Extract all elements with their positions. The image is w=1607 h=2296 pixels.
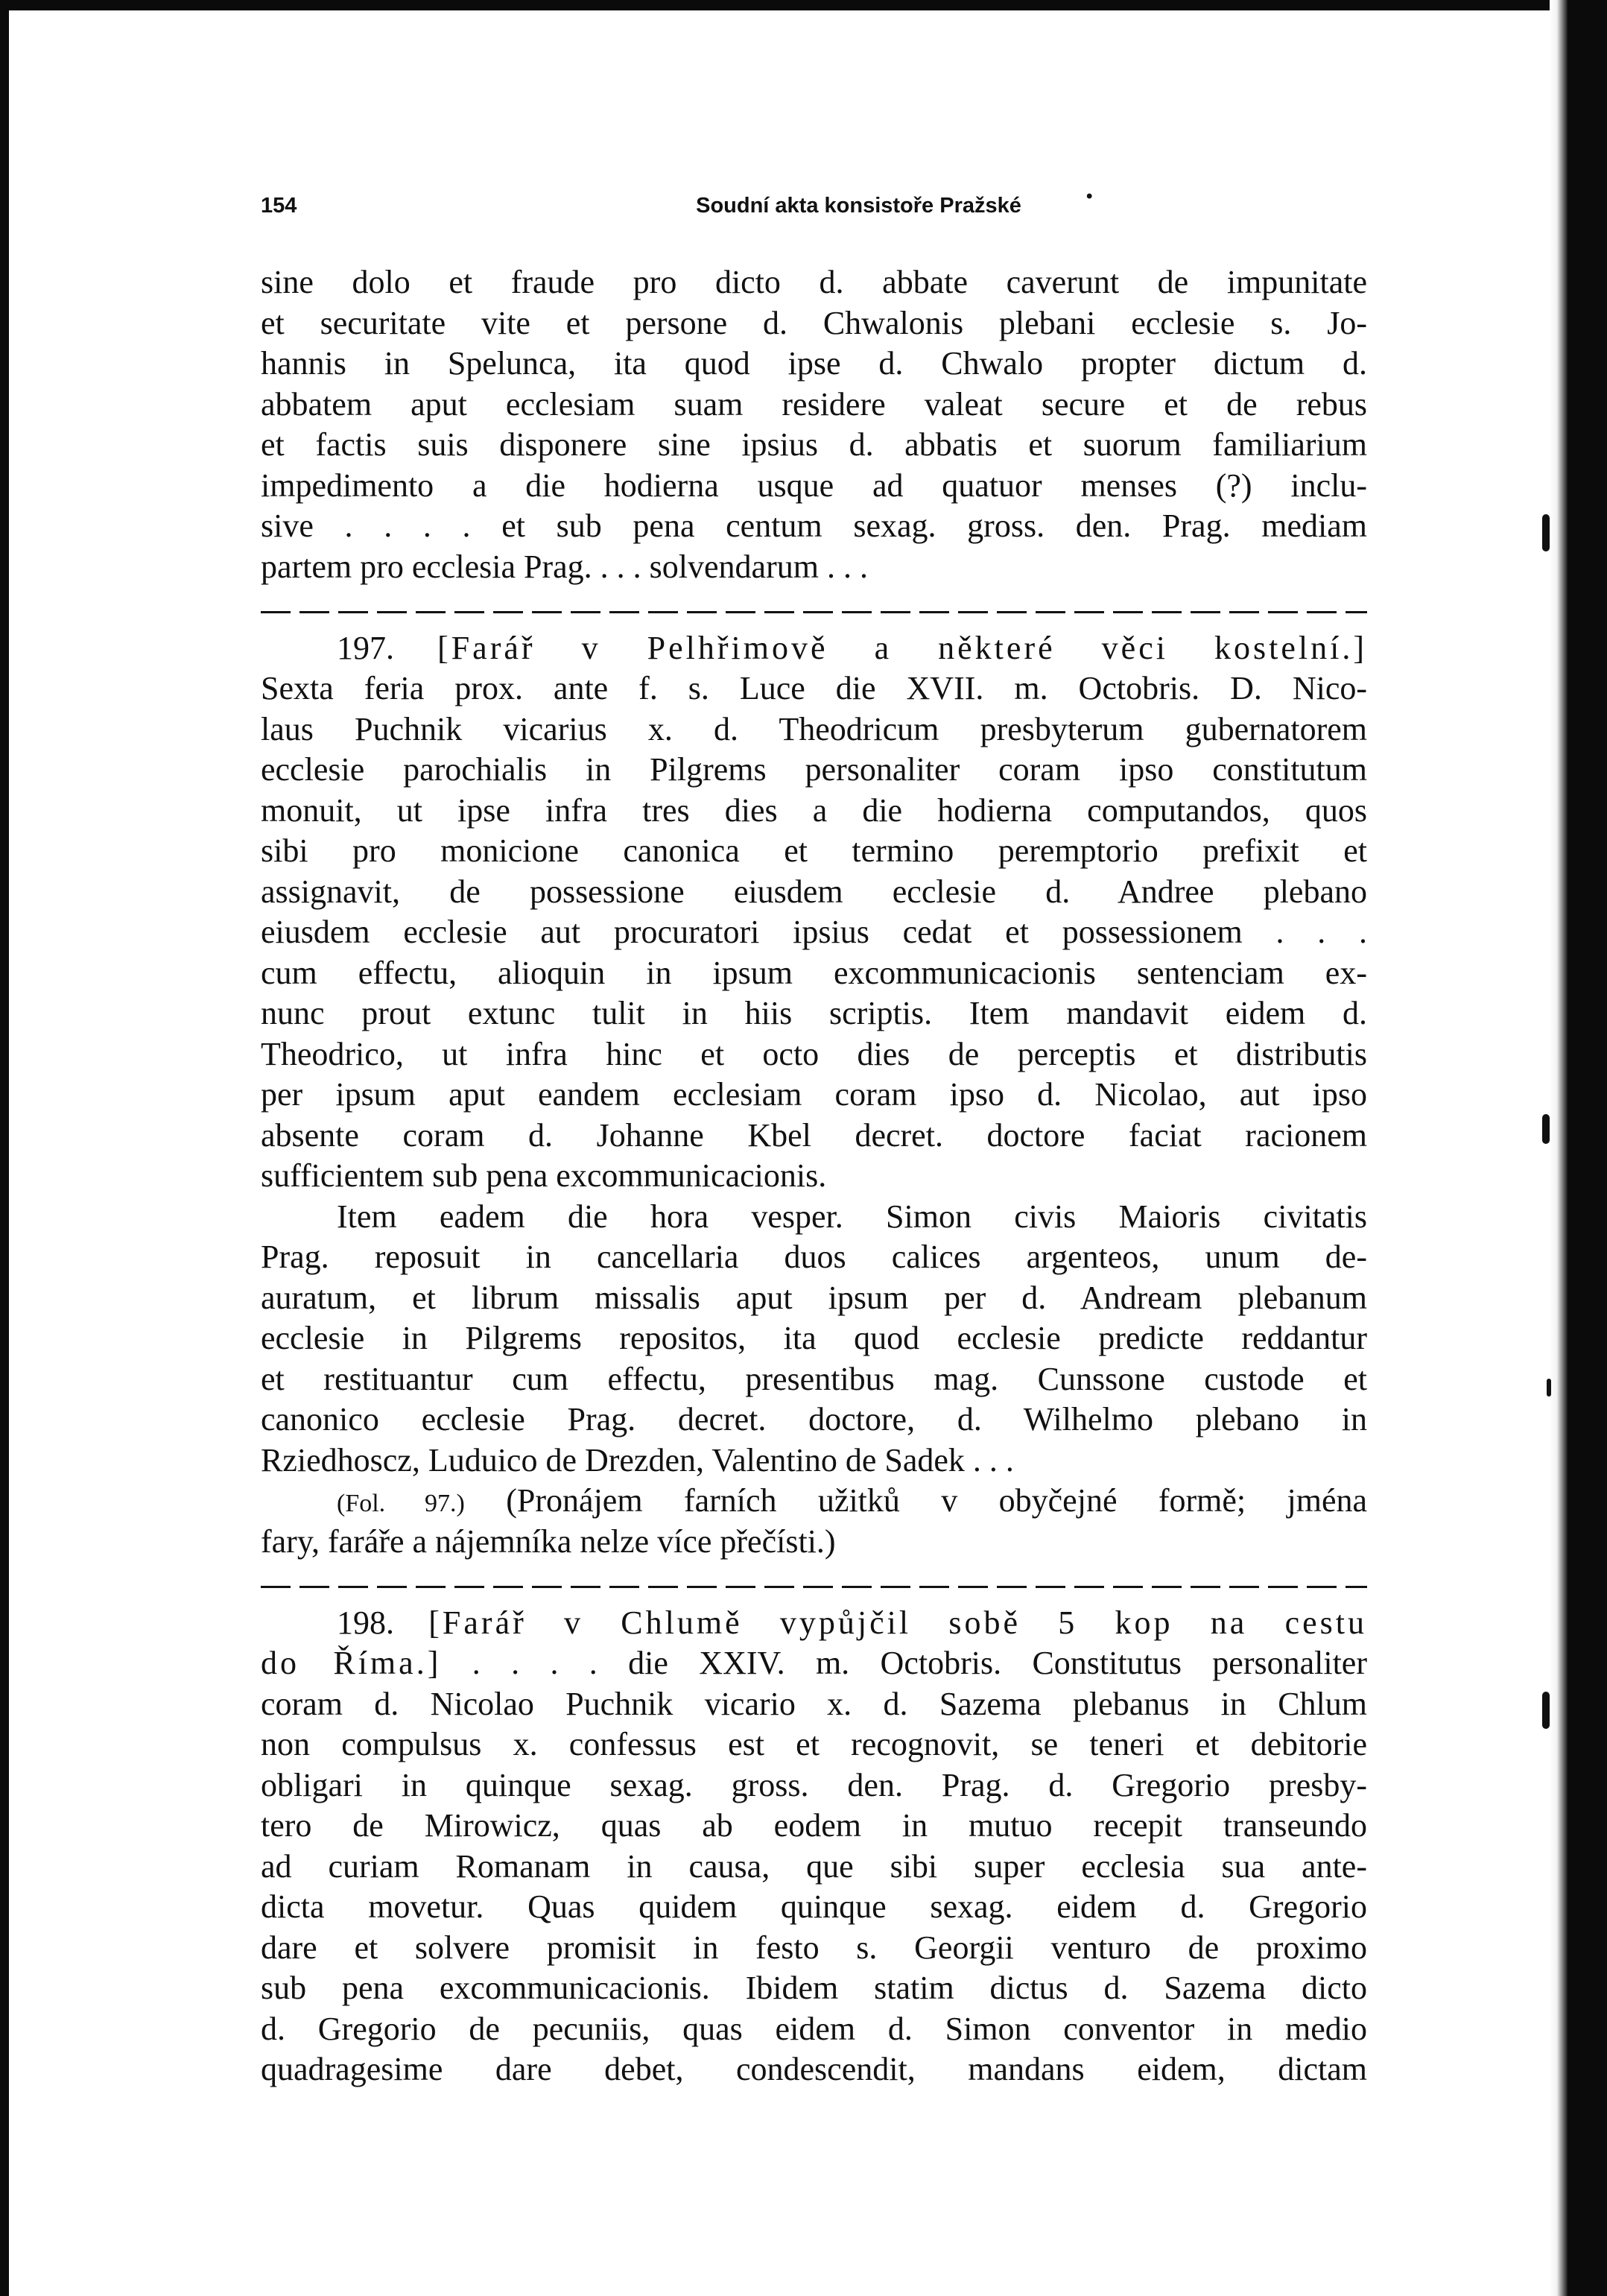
entry-198-heading — [261, 1603, 1367, 1644]
folio-reference: (Fol. 97.) — [337, 1490, 465, 1517]
editorial-note — [261, 1481, 1367, 1522]
text-line: et factis suis disponere sine ipsius d. abbatis et suorum familiarium — [261, 426, 1367, 463]
text-line: coram d. Nicolao Puchnik vicario x. d. Sazema plebanus in Chlum — [261, 1685, 1367, 1722]
text-line: abbatem aput ecclesiam suam residere valeat secure et de rebus — [261, 385, 1367, 423]
entry-heading: [Farář v Pelhřimově a některé věci kostelní.] — [437, 629, 1367, 666]
body-text — [261, 262, 1367, 2090]
scan-binding-mark — [1547, 1379, 1551, 1397]
text-line: sufficientem sub pena excommunicacionis. — [261, 1157, 827, 1194]
entry-197-heading — [261, 628, 1367, 669]
text-line-rest: . . . . die XXIV. m. Octobris. Constitutus personaliter — [441, 1645, 1367, 1681]
scan-top-edge — [0, 0, 1607, 10]
dashed-separator — [261, 1562, 1367, 1603]
book-page — [261, 186, 1367, 2090]
dashed-separator — [261, 587, 1367, 628]
scan-right-edge — [1568, 0, 1607, 2296]
text-line: dare et solvere promisit in festo s. Georgii venturo de proximo — [261, 1929, 1367, 1966]
text-line: auratum, et librum missalis aput ipsum per d. Andream plebanum — [261, 1279, 1367, 1316]
text-line: eiusdem ecclesie aut procuratori ipsius cedat et possessionem . . . — [261, 914, 1367, 950]
scan-left-edge — [0, 0, 9, 2296]
text-line: laus Puchnik vicarius x. d. Theodricum presbyterum gubernatorem — [261, 710, 1367, 747]
text-line: quadragesime dare debet, condescendit, mandans eidem, dictam — [261, 2051, 1367, 2087]
text-line: et restituantur cum effectu, presentibus mag. Cunssone custode et — [261, 1360, 1367, 1397]
text-line: Theodrico, ut infra hinc et octo dies de perceptis et distributis — [261, 1035, 1367, 1072]
text-line: partem pro ecclesia Prag. . . . solvendarum . . . — [261, 548, 868, 585]
entry-heading: [Farář v Chlumě vypůjčil sobě 5 kop na cestu — [428, 1604, 1367, 1641]
text-line: assignavit, de possessione eiusdem ecclesie d. Andree plebano — [261, 873, 1367, 910]
text-line: Sexta feria prox. ante f. s. Luce die XVII. m. Octobris. D. Nico- — [261, 670, 1367, 706]
text-line: impedimento a die hodierna usque ad quatuor menses (?) inclu- — [261, 467, 1367, 504]
text-line: nunc prout extunc tulit in hiis scriptis. Item mandavit eidem d. — [261, 995, 1367, 1031]
text-line — [261, 1643, 1367, 1684]
entry-number: 198. — [337, 1604, 394, 1641]
text-line: canonico ecclesie Prag. decret. doctore, d. Wilhelmo plebano in — [261, 1401, 1367, 1438]
scan-binding-mark — [1542, 1692, 1550, 1729]
running-head — [261, 186, 1367, 224]
page-number: 154 — [261, 194, 297, 218]
scan-binding-mark — [1542, 1114, 1550, 1144]
text-line: Prag. reposuit in cancellaria duos calices argenteos, unum de- — [261, 1239, 1367, 1275]
text-line: hannis in Spelunca, ita quod ipse d. Chwalo propter dictum d. — [261, 345, 1367, 382]
text-line: sibi pro monicione canonica et termino peremptorio prefixit et — [261, 832, 1367, 869]
text-line: Rziedhoscz, Luduico de Drezden, Valentino de Sadek . . . — [261, 1441, 1014, 1479]
text-line: obligari in quinque sexag. gross. den. Prag. d. Gregorio presby- — [261, 1766, 1367, 1803]
text-line: tero de Mirowicz, quas ab eodem in mutuo recepit transeundo — [261, 1807, 1367, 1844]
note-text: (Pronájem farních užitků v obyčejné formě; jména — [506, 1482, 1368, 1519]
running-title: Soudní akta konsistoře Pražské — [696, 194, 1021, 218]
text-line: fary, faráře a nájemníka nelze více přečísti.) — [261, 1522, 836, 1560]
text-line: ad curiam Romanam in causa, que sibi super ecclesia sua ante- — [261, 1847, 1367, 1885]
text-line: cum effectu, alioquin in ipsum excommunicacionis sentenciam ex- — [261, 954, 1367, 991]
entry-number: 197. — [337, 629, 394, 666]
text-line: Item eadem die hora vesper. Simon civis Maioris civitatis — [337, 1198, 1367, 1235]
text-line: et securitate vite et persone d. Chwalonis plebani ecclesie s. Jo- — [261, 304, 1367, 341]
text-line: sub pena excommunicacionis. Ibidem statim dictus d. Sazema dicto — [261, 1970, 1367, 2006]
text-line: absente coram d. Johanne Kbel decret. doctore faciat racionem — [261, 1116, 1367, 1154]
text-line: d. Gregorio de pecuniis, quas eidem d. Simon conventor in medio — [261, 2010, 1367, 2047]
text-line: monuit, ut ipse infra tres dies a die hodierna computandos, quos — [261, 791, 1367, 829]
scan-binding-shadow — [1550, 0, 1568, 2296]
text-line: ecclesie parochialis in Pilgrems personaliter coram ipso constitutum — [261, 751, 1367, 788]
text-line: dicta movetur. Quas quidem quinque sexag. eidem d. Gregorio — [261, 1888, 1367, 1925]
text-line: per ipsum aput eandem ecclesiam coram ipso d. Nicolao, aut ipso — [261, 1076, 1367, 1113]
text-line: non compulsus x. confessus est et recognovit, se teneri et debitorie — [261, 1726, 1367, 1762]
text-line: sine dolo et fraude pro dicto d. abbate caverunt de impunitate — [261, 264, 1367, 300]
text-line: ecclesie in Pilgrems repositos, ita quod ecclesie predicte reddantur — [261, 1320, 1367, 1356]
text-line: sive . . . . et sub pena centum sexag. gross. den. Prag. mediam — [261, 507, 1367, 544]
entry-heading-cont: do Říma.] — [261, 1645, 442, 1681]
scan-binding-mark — [1542, 514, 1550, 551]
head-dot: • — [1086, 186, 1093, 206]
